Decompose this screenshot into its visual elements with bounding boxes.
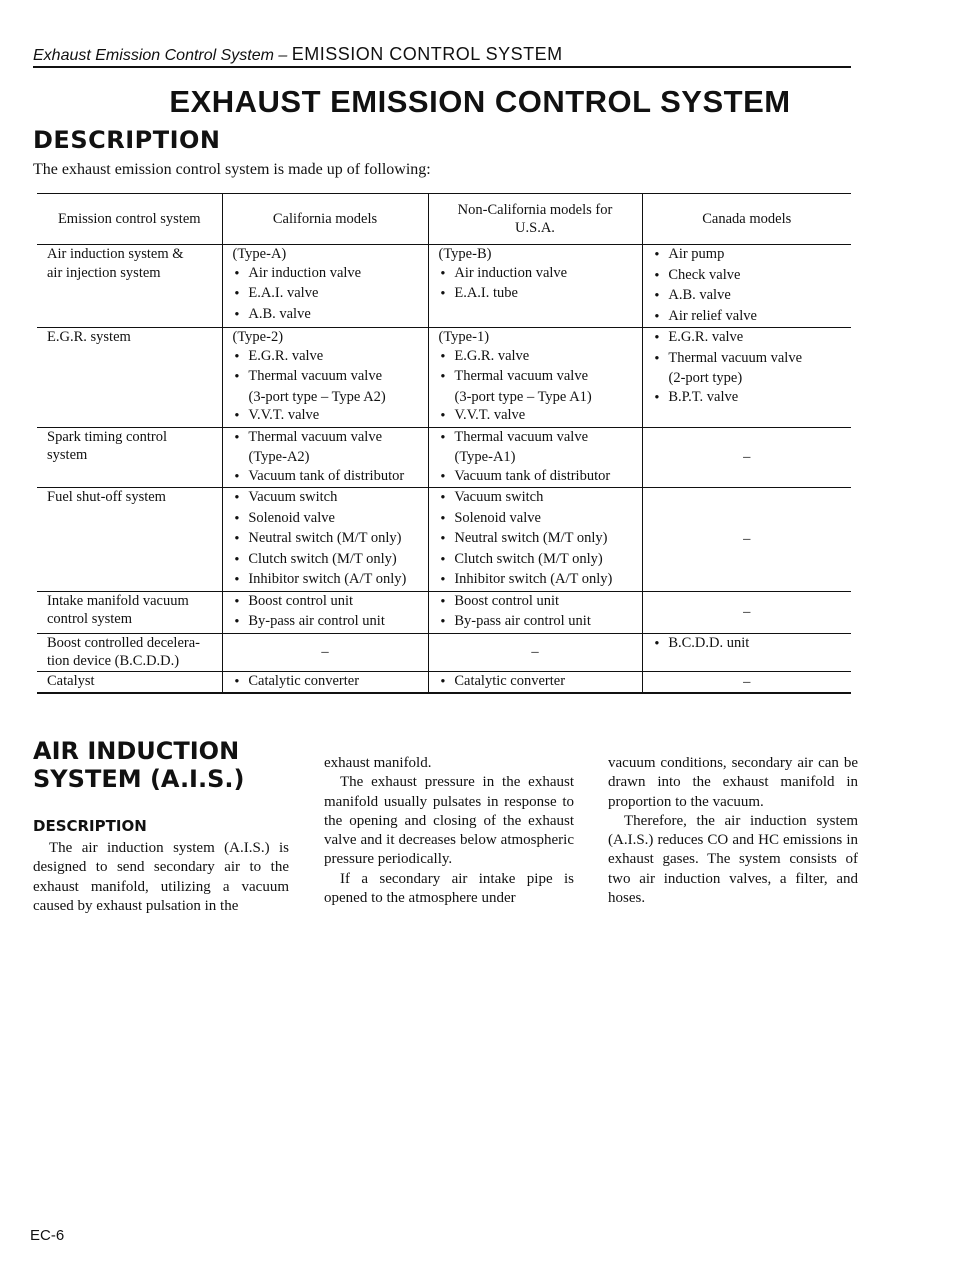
component-item: ● Inhibitor switch (A/T only) bbox=[439, 570, 632, 591]
empty-dash: – bbox=[321, 643, 329, 660]
component-item: ● Solenoid valve bbox=[233, 509, 418, 530]
description-intro: The exhaust emission control system is made up of following: bbox=[33, 161, 431, 178]
cell-canada bbox=[642, 488, 851, 592]
empty-dash: – bbox=[743, 531, 751, 547]
component-item: ● Inhibitor switch (A/T only) bbox=[233, 570, 418, 591]
paragraph: If a secondary air intake pipe is opened to the atmosphere under bbox=[324, 870, 574, 907]
component-item: ● Air relief valve bbox=[653, 307, 842, 328]
cell-canada bbox=[642, 591, 851, 633]
cell-canada bbox=[642, 633, 851, 671]
header-emission-control-system: Emission control system bbox=[37, 194, 222, 245]
table-row bbox=[37, 427, 851, 488]
component-item: ● Boost control unit bbox=[233, 592, 418, 613]
component-note: (Type-A1) bbox=[454, 449, 516, 465]
component-item: ● Vacuum tank of distributor bbox=[233, 467, 418, 488]
text-column-1 bbox=[33, 839, 289, 916]
component-item: ● E.A.I. valve bbox=[233, 284, 418, 305]
component-item: ● Catalytic converter bbox=[439, 672, 632, 693]
component-item: ● E.G.R. valve bbox=[439, 347, 632, 368]
table-row bbox=[37, 245, 851, 328]
component-item: ● Clutch switch (M/T only) bbox=[233, 550, 418, 571]
component-item: ● Boost control unit bbox=[439, 592, 632, 613]
component-note: (Type-B) bbox=[438, 246, 492, 262]
component-item: ● By-pass air control unit bbox=[233, 612, 418, 633]
component-item: ● Vacuum switch bbox=[439, 488, 632, 509]
system-name-line: Intake manifold vacuum bbox=[47, 592, 189, 609]
component-item: ● Solenoid valve bbox=[439, 509, 632, 530]
component-item: ● Vacuum tank of distributor bbox=[439, 467, 632, 488]
component-item: ● By-pass air control unit bbox=[439, 612, 632, 633]
cell-system-name bbox=[37, 427, 222, 488]
component-item: ● Thermal vacuum valve bbox=[653, 349, 842, 370]
header-non-california-models: Non-California models for U.S.A. bbox=[428, 194, 642, 245]
component-item: ● A.B. valve bbox=[653, 286, 842, 307]
cell-system-name bbox=[37, 591, 222, 633]
cell-non-california bbox=[428, 633, 642, 671]
table-row bbox=[37, 671, 851, 693]
paragraph: exhaust manifold. bbox=[324, 755, 432, 771]
ais-heading-line2: SYSTEM (A.I.S.) bbox=[33, 765, 245, 793]
paragraph: The air induction system (A.I.S.) is designed to send secondary air to the exhaust manifold, utilizing a vacuum caused by exhaust pulsation in the bbox=[33, 840, 289, 914]
system-name-line: control system bbox=[47, 611, 132, 627]
component-item: ● V.V.T. valve bbox=[439, 406, 632, 427]
empty-dash: – bbox=[743, 603, 751, 620]
system-name-line: system bbox=[47, 447, 88, 463]
component-note: (Type-1) bbox=[438, 329, 490, 345]
component-note: (Type-2) bbox=[232, 329, 284, 345]
cell-system-name bbox=[37, 245, 222, 328]
ais-heading-line1: AIR INDUCTION bbox=[33, 737, 240, 765]
page-number: EC-6 bbox=[30, 1227, 65, 1244]
ais-heading bbox=[33, 737, 244, 793]
cell-canada bbox=[642, 328, 851, 428]
component-note: (Type-A2) bbox=[248, 449, 310, 465]
cell-non-california bbox=[428, 427, 642, 488]
cell-system-name bbox=[37, 488, 222, 592]
component-item: ● Thermal vacuum valve bbox=[233, 367, 418, 388]
component-item: ● E.G.R. valve bbox=[233, 347, 418, 368]
cell-non-california bbox=[428, 245, 642, 328]
cell-non-california bbox=[428, 488, 642, 592]
cell-system-name bbox=[37, 671, 222, 693]
running-header-chapter: EMISSION CONTROL SYSTEM bbox=[291, 44, 563, 64]
page-title: EXHAUST EMISSION CONTROL SYSTEM bbox=[169, 84, 791, 119]
system-name-line: Air induction system & bbox=[47, 246, 184, 262]
component-item: ● Catalytic converter bbox=[233, 672, 418, 693]
table-row bbox=[37, 488, 851, 592]
component-item: ● Thermal vacuum valve bbox=[439, 367, 632, 388]
cell-california bbox=[222, 671, 428, 693]
component-item: ● Thermal vacuum valve bbox=[439, 428, 632, 449]
component-item: ● E.A.I. tube bbox=[439, 284, 632, 305]
cell-california bbox=[222, 488, 428, 592]
component-note: (Type-A) bbox=[232, 246, 287, 262]
running-header bbox=[33, 44, 563, 65]
text-column-2 bbox=[324, 754, 574, 908]
header-rule bbox=[33, 66, 851, 68]
cell-non-california bbox=[428, 671, 642, 693]
component-item: ● Neutral switch (M/T only) bbox=[233, 529, 418, 550]
cell-canada bbox=[642, 671, 851, 693]
cell-california bbox=[222, 427, 428, 488]
cell-non-california bbox=[428, 591, 642, 633]
component-item: ● Air induction valve bbox=[233, 264, 418, 285]
system-name-line: E.G.R. system bbox=[47, 329, 131, 345]
text-column-3 bbox=[608, 754, 858, 908]
cell-california bbox=[222, 245, 428, 328]
header-california-models: California models bbox=[222, 194, 428, 245]
cell-system-name bbox=[37, 328, 222, 428]
component-item: ● Air induction valve bbox=[439, 264, 632, 285]
cell-canada bbox=[642, 245, 851, 328]
paragraph: The exhaust pressure in the exhaust manifold usually pulsates in response to the opening and closing of the exhaust valve and it decreases below atmospheric pressure periodically. bbox=[324, 774, 574, 868]
component-item: ● Air pump bbox=[653, 245, 842, 266]
component-item: ● Clutch switch (M/T only) bbox=[439, 550, 632, 571]
component-note: (3-port type – Type A2) bbox=[248, 388, 386, 405]
table-row bbox=[37, 633, 851, 671]
component-item: ● Thermal vacuum valve bbox=[233, 428, 418, 449]
empty-dash: – bbox=[531, 643, 539, 660]
component-note: (3-port type – Type A1) bbox=[454, 388, 592, 405]
empty-dash: – bbox=[743, 673, 751, 690]
system-name-line: tion device (B.C.D.D.) bbox=[47, 653, 180, 669]
system-name-line: Catalyst bbox=[47, 672, 95, 689]
cell-california bbox=[222, 591, 428, 633]
component-item: ● Neutral switch (M/T only) bbox=[439, 529, 632, 550]
system-name-line: air injection system bbox=[47, 264, 161, 281]
emission-control-table bbox=[37, 193, 851, 694]
table-header-row bbox=[37, 194, 851, 245]
ais-description-heading: DESCRIPTION bbox=[33, 817, 147, 835]
header-canada-models: Canada models bbox=[642, 194, 851, 245]
table-row bbox=[37, 591, 851, 633]
component-item: ● Vacuum switch bbox=[233, 488, 418, 509]
cell-california bbox=[222, 328, 428, 428]
component-note: (2-port type) bbox=[668, 370, 743, 386]
component-item: ● Check valve bbox=[653, 266, 842, 287]
paragraph: vacuum conditions, secondary air can be drawn into the exhaust manifold in proportion to the vacuum. bbox=[608, 755, 858, 810]
system-name-line: Spark timing control bbox=[47, 428, 168, 445]
empty-dash: – bbox=[743, 449, 751, 465]
system-name-line: Boost controlled decelera- bbox=[47, 634, 200, 651]
cell-non-california bbox=[428, 328, 642, 428]
component-item: ● E.G.R. valve bbox=[653, 328, 842, 349]
description-heading: DESCRIPTION bbox=[33, 126, 221, 154]
system-name-line: Fuel shut-off system bbox=[47, 489, 166, 505]
running-header-section: Exhaust Emission Control System – bbox=[33, 47, 288, 64]
component-item: ● B.P.T. valve bbox=[653, 388, 842, 409]
table-body bbox=[37, 245, 851, 694]
component-item: ● A.B. valve bbox=[233, 305, 418, 326]
paragraph: Therefore, the air induction system (A.I.S.) reduces CO and HC emissions in exhaust gases. The system consists of two air induction valves, a filter, and hoses. bbox=[608, 812, 858, 907]
component-item: ● B.C.D.D. unit bbox=[653, 634, 842, 655]
cell-system-name bbox=[37, 633, 222, 671]
cell-california bbox=[222, 633, 428, 671]
component-item: ● V.V.T. valve bbox=[233, 406, 418, 427]
cell-canada bbox=[642, 427, 851, 488]
table-row bbox=[37, 328, 851, 428]
